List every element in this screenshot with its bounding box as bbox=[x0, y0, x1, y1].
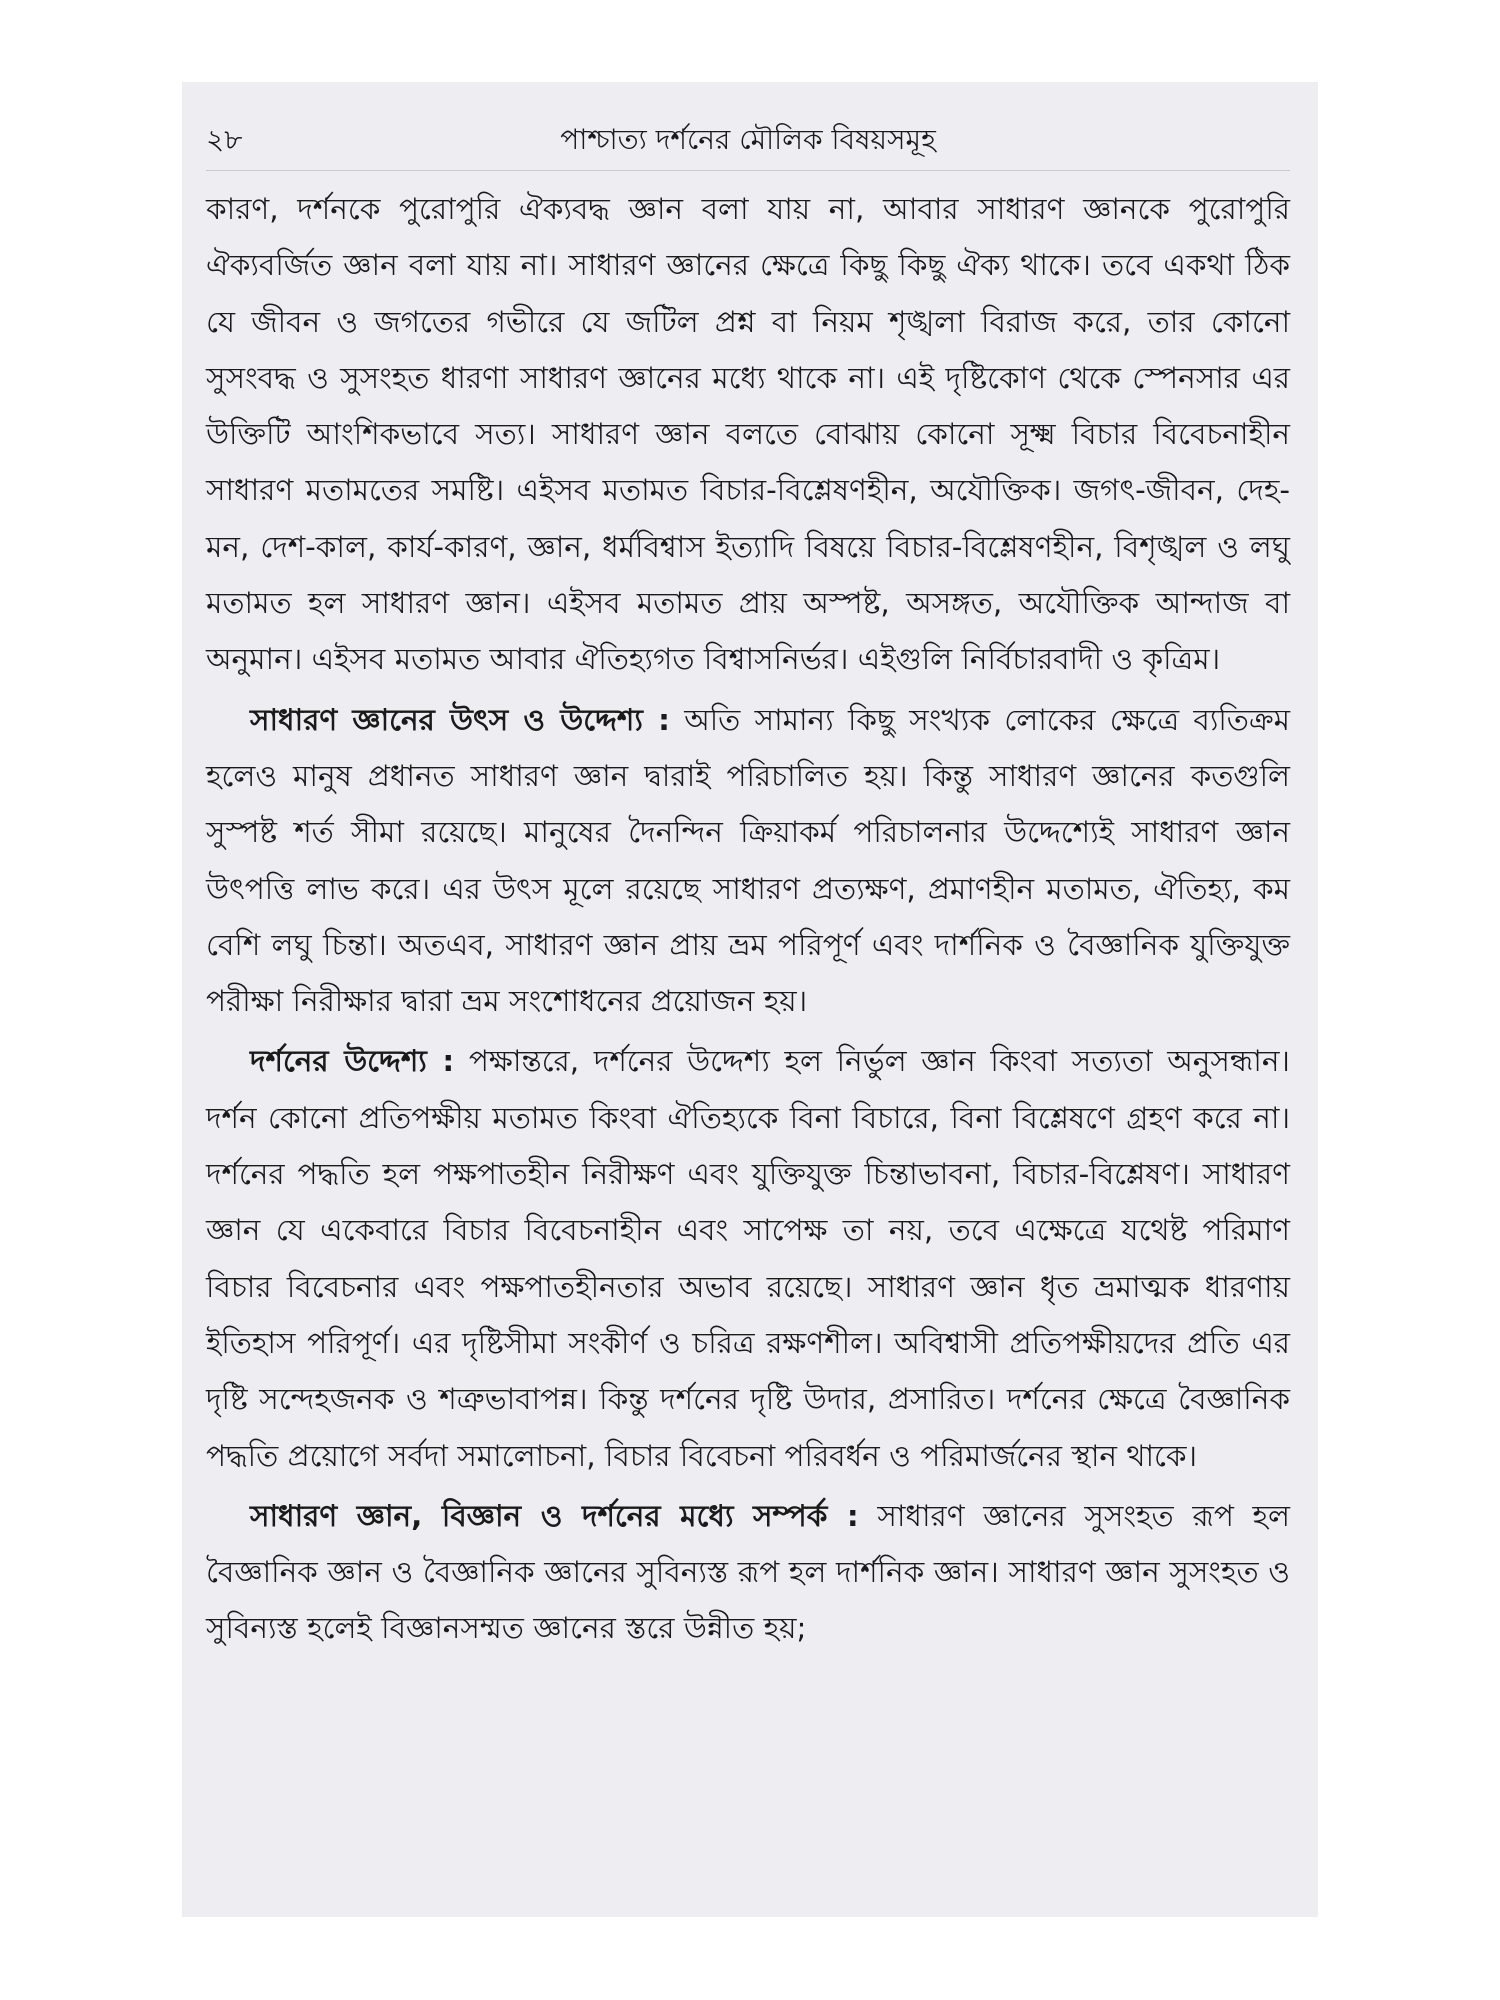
paragraph-text: পক্ষান্তরে, দর্শনের উদ্দেশ্য হল নির্ভুল জ্ঞান কিংবা সত্যতা অনুসন্ধান। দর্শন কোনো প্রতিপক্ষীয় মতামত কিংবা ঐতিহ্যকে বিনা বিচারে, বিনা বিশ্লেষণে গ্রহণ করে না। দর্শনের পদ্ধতি হল পক্ষপাতহীন নিরীক্ষণ এবং যুক্তিযুক্ত চিন্তাভাবনা, বিচার-বিশ্লেষণ। সাধারণ জ্ঞান যে একেবারে বিচার বিবেচনাহীন এবং সাপেক্ষ তা নয়, তবে এক্ষেত্রে যথেষ্ট পরিমাণ বিচার বিবেচনার এবং পক্ষপাতহীনতার অভাব রয়েছে। সাধারণ জ্ঞান ধৃত ভ্রমাত্মক ধারণায় ইতিহাস পরিপূর্ণ। এর দৃষ্টিসীমা সংকীর্ণ ও চরিত্র রক্ষণশীল। অবিশ্বাসী প্রতিপক্ষীয়দের প্রতি এর দৃষ্টি সন্দেহজনক ও শত্রুভাবাপন্ন। কিন্তু দর্শনের দৃষ্টি উদার, প্রসারিত। দর্শনের ক্ষেত্রে বৈজ্ঞানিক পদ্ধতি প্রয়োগে সর্বদা সমালোচনা, বিচার বিবেচনা পরিবর্ধন ও পরিমার্জনের স্থান থাকে। bbox=[206, 1044, 1290, 1473]
running-title: পাশ্চাত্য দর্শনের মৌলিক বিষয়সমূহ bbox=[560, 123, 936, 156]
paragraph-heading: সাধারণ জ্ঞানের উৎস ও উদ্দেশ্য : bbox=[250, 702, 670, 737]
paragraph-2 bbox=[206, 692, 1290, 1030]
paragraph-text: অতি সামান্য কিছু সংখ্যক লোকের ক্ষেত্রে ব্যতিক্রম হলেও মানুষ প্রধানত সাধারণ জ্ঞান দ্বারাই পরিচালিত হয়। কিন্তু সাধারণ জ্ঞানের কতগুলি সুস্পষ্ট শর্ত সীমা রয়েছে। মানুষের দৈনন্দিন ক্রিয়াকর্ম পরিচালনার উদ্দেশ্যেই সাধারণ জ্ঞান উৎপত্তি লাভ করে। এর উৎস মূলে রয়েছে সাধারণ প্রত্যক্ষণ, প্রমাণহীন মতামত, ঐতিহ্য, কম বেশি লঘু চিন্তা। অতএব, সাধারণ জ্ঞান প্রায় ভ্রম পরিপূর্ণ এবং দার্শনিক ও বৈজ্ঞানিক যুক্তিযুক্ত পরীক্ষা নিরীক্ষার দ্বারা ভ্রম সংশোধনের প্রয়োজন হয়। bbox=[206, 702, 1290, 1019]
paragraph-text: সাধারণ জ্ঞানের সুসংহত রূপ হল বৈজ্ঞানিক জ্ঞান ও বৈজ্ঞানিক জ্ঞানের সুবিন্যস্ত রূপ হল দার্শনিক জ্ঞান। সাধারণ জ্ঞান সুসংহত ও সুবিন্যস্ত হলেই বিজ্ঞানসম্মত জ্ঞানের স্তরে উন্নীত হয়; bbox=[206, 1498, 1290, 1646]
running-head bbox=[206, 110, 1290, 171]
body-text bbox=[206, 181, 1290, 1657]
paragraph-heading: দর্শনের উদ্দেশ্য : bbox=[250, 1044, 455, 1079]
page-number: ২৮ bbox=[206, 123, 243, 156]
paragraph-heading: সাধারণ জ্ঞান, বিজ্ঞান ও দর্শনের মধ্যে সম্পর্ক : bbox=[250, 1498, 859, 1533]
paragraph-1 bbox=[206, 181, 1290, 688]
paragraph-text: কারণ, দর্শনকে পুরোপুরি ঐক্যবদ্ধ জ্ঞান বলা যায় না, আবার সাধারণ জ্ঞানকে পুরোপুরি ঐক্যবর্জিত জ্ঞান বলা যায় না। সাধারণ জ্ঞানের ক্ষেত্রে কিছু কিছু ঐক্য থাকে। তবে একথা ঠিক যে জীবন ও জগতের গভীরে যে জটিল প্রশ্ন বা নিয়ম শৃঙ্খলা বিরাজ করে, তার কোনো সুসংবদ্ধ ও সুসংহত ধারণা সাধারণ জ্ঞানের মধ্যে থাকে না। এই দৃষ্টিকোণ থেকে স্পেনসার এর উক্তিটি আংশিকভাবে সত্য। সাধারণ জ্ঞান বলতে বোঝায় কোনো সূক্ষ্ম বিচার বিবেচনাহীন সাধারণ মতামতের সমষ্টি। এইসব মতামত বিচার-বিশ্লেষণহীন, অযৌক্তিক। জগৎ-জীবন, দেহ-মন, দেশ-কাল, কার্য-কারণ, জ্ঞান, ধর্মবিশ্বাস ইত্যাদি বিষয়ে বিচার-বিশ্লেষণহীন, বিশৃঙ্খল ও লঘু মতামত হল সাধারণ জ্ঞান। এইসব মতামত প্রায় অস্পষ্ট, অসঙ্গত, অযৌক্তিক আন্দাজ বা অনুমান। এইসব মতামত আবার ঐতিহ্যগত বিশ্বাসনির্ভর। এইগুলি নির্বিচারবাদী ও কৃত্রিম। bbox=[206, 192, 1290, 677]
paragraph-4 bbox=[206, 1488, 1290, 1657]
paragraph-3 bbox=[206, 1033, 1290, 1483]
book-page bbox=[182, 82, 1318, 1917]
